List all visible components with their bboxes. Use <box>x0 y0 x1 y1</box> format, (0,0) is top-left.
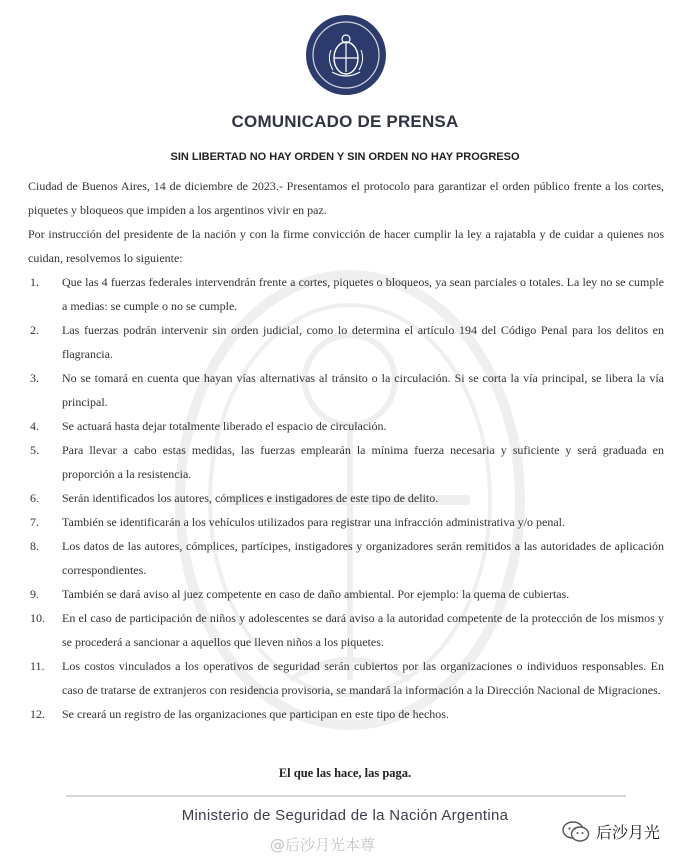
list-item-number: 9. <box>30 587 39 601</box>
list-item-number: 2. <box>30 323 39 337</box>
list-item-number: 6. <box>30 491 39 505</box>
list-item-text: Para llevar a cabo estas medidas, las fuerzas emplearán la mínima fuerza necesaria y suficiente y será graduada en proporción a la resistencia. <box>62 443 664 481</box>
list-item-number: 1. <box>30 275 39 289</box>
list-item-number: 5. <box>30 443 39 457</box>
list-item-text: Que las 4 fuerzas federales intervendrán frente a cortes, piquetes o bloqueos, ya sean parciales o totales. La ley no se cumple a medias: se cumple o no se cumple. <box>62 275 664 313</box>
list-item-number: 3. <box>30 371 39 385</box>
list-item <box>28 486 664 510</box>
wechat-watermark-text: 后沙月光 <box>596 823 661 842</box>
list-item-text: Serán identificados los autores, cómplices e instigadores de este tipo de delito. <box>62 491 439 505</box>
intro-paragraph-2: Por instrucción del presidente de la nación y con la firme convicción de hacer cumplir la ley a rajatabla y de cuidar a quienes nos cuidan, resolvemos lo siguiente: <box>28 227 664 265</box>
list-item-number: 7. <box>30 515 39 529</box>
list-item-text: También se identificarán a los vehículos utilizados para registrar una infracción administrativa y/o penal. <box>62 515 565 529</box>
list-item <box>28 318 664 366</box>
footer-divider <box>66 795 626 797</box>
list-item <box>28 510 664 534</box>
list-item <box>28 438 664 486</box>
list-item-text: Se creará un registro de las organizaciones que participan en este tipo de hechos. <box>62 707 449 721</box>
page-subtitle: SIN LIBERTAD NO HAY ORDEN Y SIN ORDEN NO HAY PROGRESO <box>170 151 520 163</box>
document-body <box>28 174 664 726</box>
ministry-footer: Ministerio de Seguridad de la Nación Argentina <box>181 807 509 824</box>
weibo-watermark: @后沙月光本尊 <box>270 836 376 854</box>
list-item <box>28 654 664 702</box>
argentina-seal-icon <box>305 14 387 96</box>
list-item <box>28 702 664 726</box>
list-item-number: 11. <box>30 659 45 673</box>
measures-list <box>28 270 664 726</box>
list-item-text: Los datos de las autores, cómplices, partícipes, instigadores y organizadores serán remitidos a las autoridades de aplicación correspondientes. <box>62 539 664 577</box>
list-item <box>28 606 664 654</box>
list-item <box>28 414 664 438</box>
list-item-text: Se actuará hasta dejar totalmente liberado el espacio de circulación. <box>62 419 387 433</box>
list-item-number: 8. <box>30 539 39 553</box>
list-item-text: Los costos vinculados a los operativos de seguridad serán cubiertos por las organizaciones o individuos responsables. En caso de tratarse de extranjeros con residencia provisoria, se mandará la información a la Dirección Nacional de Migraciones. <box>62 659 664 697</box>
wechat-logo-icon <box>562 821 590 843</box>
list-item <box>28 534 664 582</box>
page-title: COMUNICADO DE PRENSA <box>231 112 459 131</box>
list-item-text: No se tomará en cuenta que hayan vías alternativas al tránsito o la circulación. Si se corta la vía principal, se libera la vía principal. <box>62 371 664 409</box>
list-item <box>28 582 664 606</box>
closing-statement: El que las hace, las paga. <box>278 766 412 780</box>
list-item-text: Las fuerzas podrán intervenir sin orden judicial, como lo determina el artículo 194 del Código Penal para los delitos en flagrancia. <box>62 323 664 361</box>
list-item-text: También se dará aviso al juez competente en caso de daño ambiental. Por ejemplo: la quema de cubiertas. <box>62 587 570 601</box>
list-item <box>28 366 664 414</box>
wechat-watermark <box>562 820 660 843</box>
list-item <box>28 270 664 318</box>
list-item-number: 4. <box>30 419 39 433</box>
list-item-text: En el caso de participación de niños y adolescentes se dará aviso a la autoridad competente de la protección de los mismos y se procederá a sancionar a aquellos que lleven niños a los piquetes. <box>62 611 664 649</box>
list-item-number: 12. <box>30 707 45 721</box>
intro-paragraph-1: Ciudad de Buenos Aires, 14 de diciembre de 2023.- Presentamos el protocolo para garantizar el orden público frente a los cortes, piquetes y bloqueos que impiden a los argentinos vivir en paz. <box>28 179 664 217</box>
list-item-number: 10. <box>30 611 45 625</box>
